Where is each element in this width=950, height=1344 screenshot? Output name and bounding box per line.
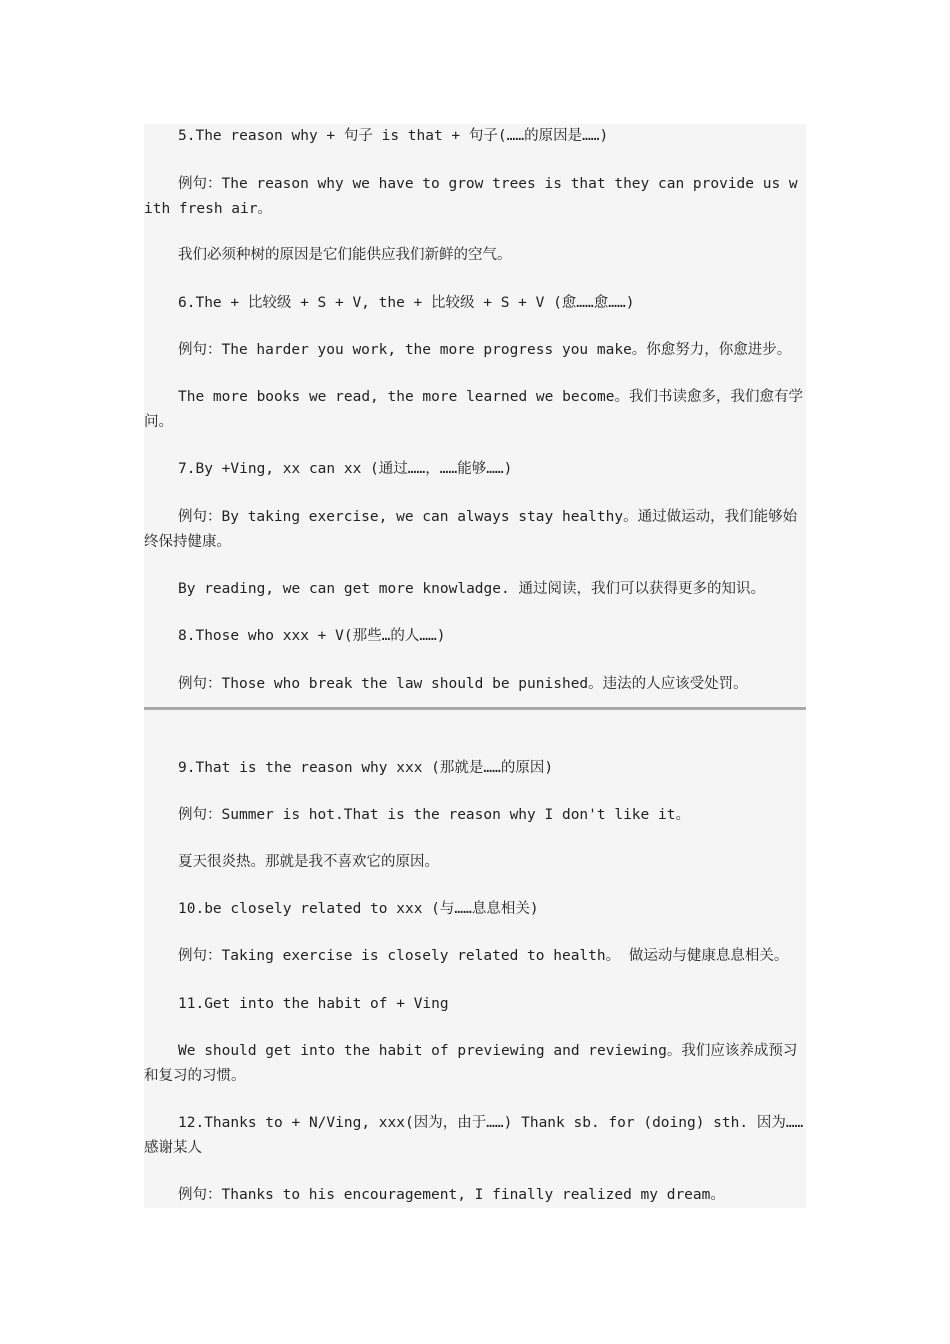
paragraph-example-6a: 例句：The harder you work, the more progress you make。你愈努力，你愈进步。 xyxy=(178,342,792,358)
paragraph-example-8: 例句：Those who break the law should be punished。违法的人应该受处罚。 xyxy=(178,676,748,692)
paragraph-item-7: 7.By +Ving, xx can xx (通过……，……能够……) xyxy=(178,461,513,477)
paragraph-item-8: 8.Those who xxx + V(那些…的人……) xyxy=(178,628,446,644)
paragraph-translation-9: 夏天很炎热。那就是我不喜欢它的原因。 xyxy=(178,854,439,870)
content-panel-1 xyxy=(144,124,806,708)
paragraph-item-5: 5.The reason why + 句子 is that + 句子(……的原因是……) xyxy=(178,128,609,144)
paragraph-item-6: 6.The + 比较级 + S + V, the + 比较级 + S + V (愈……愈……) xyxy=(178,295,635,311)
paragraph-example-7b: By reading, we can get more knowladge. 通过阅读，我们可以获得更多的知识。 xyxy=(178,581,765,597)
paragraph-item-9: 9.That is the reason why xxx (那就是……的原因) xyxy=(178,760,554,776)
paragraph-example-9: 例句：Summer is hot.That is the reason why I don't like it。 xyxy=(178,807,690,823)
paragraph-example-12: 例句：Thanks to his encouragement, I finally realized my dream。 xyxy=(178,1187,725,1203)
paragraph-example-5: 例句：The reason why we have to grow trees is that they can provide us with fresh air。 xyxy=(144,176,798,217)
content-panel-2 xyxy=(144,710,806,1208)
paragraph-item-10: 10.be closely related to xxx (与……息息相关) xyxy=(178,901,539,917)
paragraph-example-6b: The more books we read, the more learned we become。我们书读愈多，我们愈有学问。 xyxy=(144,389,803,430)
paragraph-example-11: We should get into the habit of previewing and reviewing。我们应该养成预习和复习的习惯。 xyxy=(144,1043,798,1084)
paragraph-item-11: 11.Get into the habit of + Ving xyxy=(178,996,449,1012)
paragraph-translation-5: 我们必须种树的原因是它们能供应我们新鲜的空气。 xyxy=(178,247,512,263)
paragraph-item-12: 12.Thanks to + N/Ving, xxx(因为，由于……) Thank sb. for (doing) sth. 因为……感谢某人 xyxy=(144,1115,804,1156)
paragraph-example-7a: 例句：By taking exercise, we can always stay healthy。通过做运动，我们能够始终保持健康。 xyxy=(144,509,798,550)
paragraph-example-10: 例句：Taking exercise is closely related to health。 做运动与健康息息相关。 xyxy=(178,948,789,964)
